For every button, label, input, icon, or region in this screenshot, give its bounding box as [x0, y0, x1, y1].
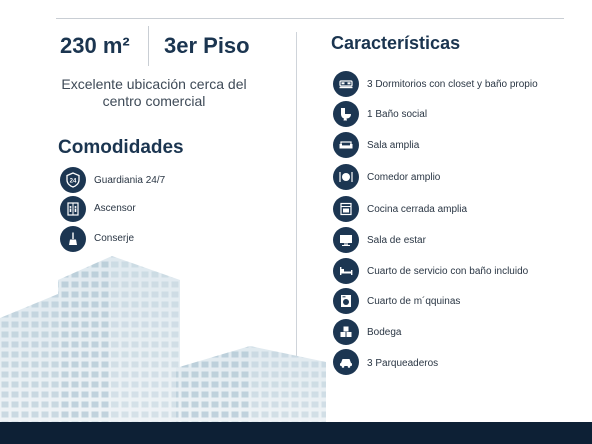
sofa-icon: [333, 132, 359, 158]
feature-label: Comedor amplio: [367, 172, 441, 183]
features-title: Características: [331, 33, 461, 53]
amenity-label: Ascensor: [94, 203, 136, 214]
feature-label: 3 Dormitorios con closet y baño propio: [367, 79, 538, 90]
location-description: Excelente ubicación cerca del centro comercial: [61, 76, 247, 109]
buildings-illustration: [0, 250, 330, 422]
top-divider: [56, 18, 564, 19]
janitor-broom-icon: [60, 226, 86, 252]
feature-label: Cuarto de servicio con baño incluido: [367, 266, 529, 277]
stove-icon: [333, 196, 359, 222]
feature-label: Cuarto de m´qquinas: [367, 296, 461, 307]
service-bed-icon: [333, 258, 359, 284]
washing-machine-icon: [333, 288, 359, 314]
amenities-title: Comodidades: [58, 137, 184, 158]
feature-label: Bodega: [367, 327, 402, 338]
feature-label: Sala amplia: [367, 140, 420, 151]
car-icon: [333, 349, 359, 375]
tv-icon: [333, 227, 359, 253]
footer-band: [0, 422, 592, 444]
bed-icon: [333, 71, 359, 97]
header-divider: [148, 26, 149, 66]
feature-label: 3 Parqueaderos: [367, 358, 439, 369]
feature-label: Sala de estar: [367, 235, 426, 246]
toilet-icon: [333, 101, 359, 127]
svg-text:24: 24: [69, 178, 77, 185]
elevator-icon: [60, 196, 86, 222]
dining-plate-icon: [333, 164, 359, 190]
floor-value: 3er Piso: [164, 33, 250, 58]
amenity-label: Conserje: [94, 233, 135, 244]
feature-label: 1 Baño social: [367, 109, 428, 120]
security-24-icon: [60, 167, 86, 193]
storage-boxes-icon: [333, 319, 359, 345]
area-value: 230 m²: [60, 33, 130, 58]
feature-label: Cocina cerrada amplia: [367, 204, 468, 215]
amenity-label: Guardiania 24/7: [94, 175, 166, 186]
